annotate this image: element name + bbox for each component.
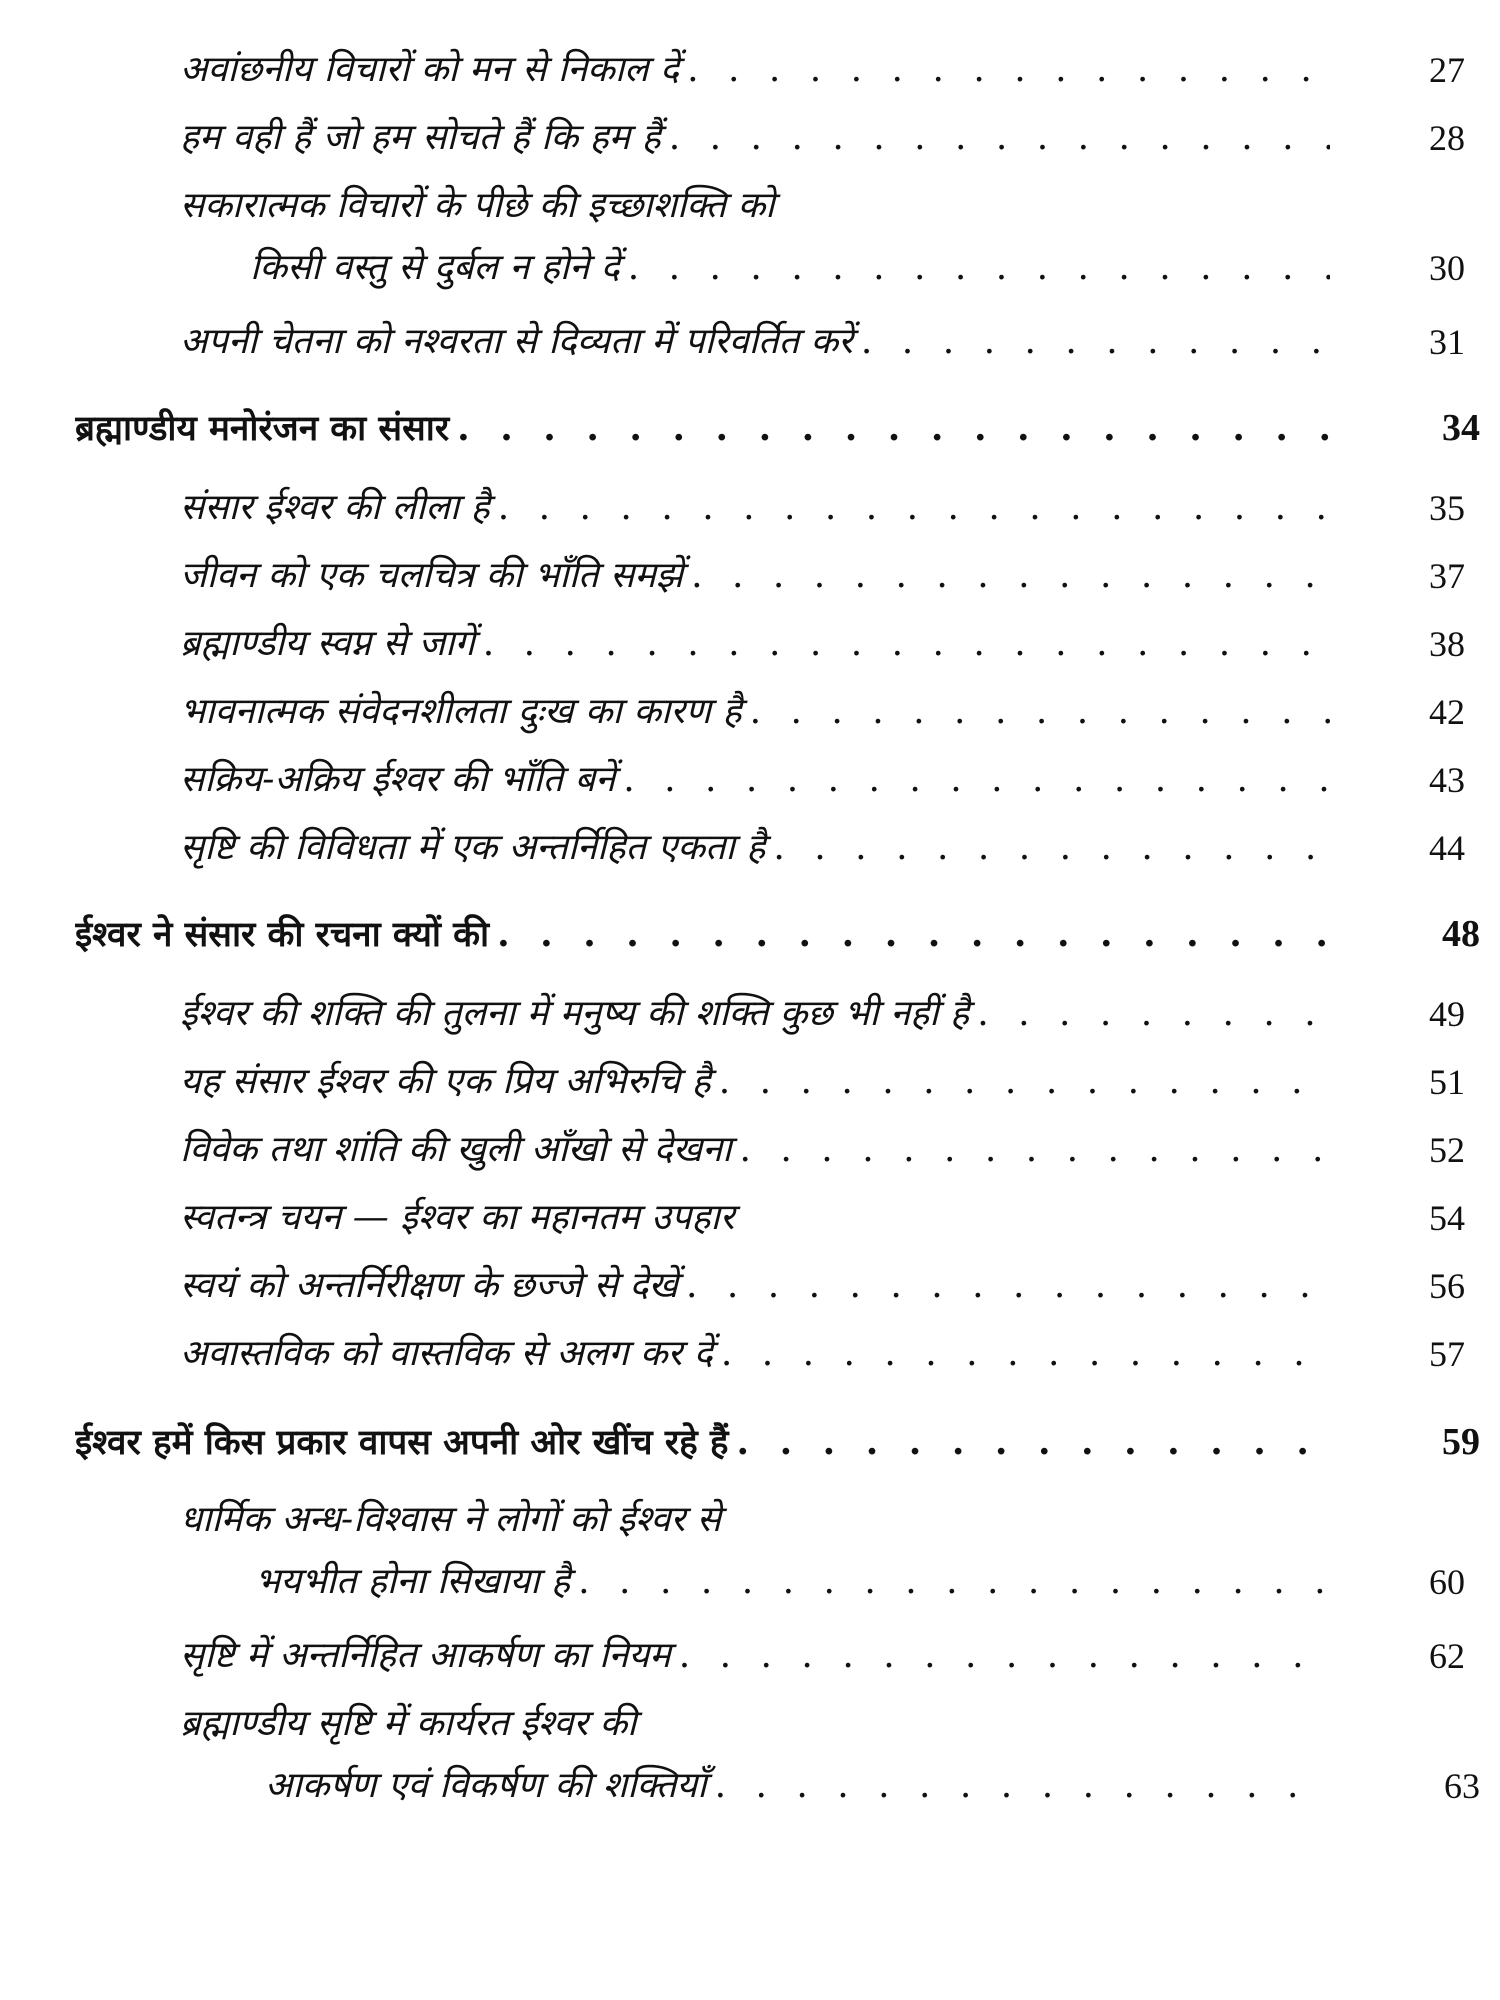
entry-title: संसार ईश्वर की लीला है bbox=[180, 487, 490, 528]
page-number: 37 bbox=[1429, 556, 1465, 596]
toc-entry bbox=[0, 312, 1500, 382]
entry-title-line-2: किसी वस्तु से दुर्बल न होने दें bbox=[250, 247, 620, 288]
leader-dots bbox=[628, 246, 1330, 290]
chapter-title: ब्रह्माण्डीय मनोरंजन का संसार bbox=[75, 409, 450, 449]
page-number: 34 bbox=[1442, 407, 1480, 449]
entry-title: अपनी चेतना को नश्वरता से दिव्यता में परिवर्तित करें bbox=[180, 321, 853, 362]
page-number: 54 bbox=[1429, 1198, 1465, 1238]
entry-title: सृष्टि की विविधता में एक अन्तर्निहित एकता है bbox=[180, 827, 766, 868]
entry-title: सक्रिय-अक्रिय ईश्वर की भाँति बनें bbox=[180, 759, 616, 800]
page-number: 57 bbox=[1429, 1334, 1465, 1374]
toc-entry bbox=[0, 1324, 1500, 1394]
toc-entry bbox=[0, 1694, 1500, 1824]
leader-dots bbox=[977, 992, 1330, 1036]
entry-title: हम वही हैं जो हम सोचते हैं कि हम हैं bbox=[180, 117, 661, 158]
toc-entry bbox=[0, 176, 1500, 306]
leader-dots bbox=[715, 1764, 1330, 1808]
entry-title: स्वयं को अन्तर्निरीक्षण के छज्जे से देखें bbox=[180, 1265, 678, 1306]
entry-title-line-1: धार्मिक अन्ध-विश्वास ने लोगों को ईश्वर से bbox=[180, 1499, 722, 1540]
toc-entry bbox=[0, 478, 1500, 548]
leader-dots bbox=[483, 622, 1330, 666]
leader-dots bbox=[679, 1634, 1330, 1678]
leader-dots bbox=[737, 1420, 1331, 1464]
page-number: 42 bbox=[1429, 692, 1465, 732]
toc-entry bbox=[0, 1120, 1500, 1190]
page-number: 43 bbox=[1429, 760, 1465, 800]
toc-entry bbox=[0, 1626, 1500, 1696]
page-number: 56 bbox=[1429, 1266, 1465, 1306]
leader-dots bbox=[578, 1560, 1330, 1604]
toc-entry bbox=[0, 750, 1500, 820]
page-number: 48 bbox=[1442, 913, 1480, 955]
leader-dots bbox=[773, 826, 1330, 870]
page-number: 38 bbox=[1429, 624, 1465, 664]
toc-entry bbox=[0, 108, 1500, 178]
entry-title: विवेक तथा शांति की खुली आँखो से देखना bbox=[180, 1129, 732, 1170]
toc-entry bbox=[0, 1256, 1500, 1326]
entry-title: भावनात्मक संवेदनशीलता दुःख का कारण है bbox=[180, 691, 742, 732]
leader-dots bbox=[623, 758, 1330, 802]
entry-title: स्वतन्त्र चयन — ईश्वर का महानतम उपहार bbox=[180, 1197, 735, 1238]
leader-dots bbox=[721, 1332, 1330, 1376]
page-number: 63 bbox=[1444, 1766, 1480, 1806]
entry-title: सृष्टि में अन्तर्निहित आकर्षण का नियम bbox=[180, 1635, 671, 1676]
toc-entry bbox=[0, 614, 1500, 684]
chapter-title: ईश्वर ने संसार की रचना क्यों की bbox=[75, 915, 490, 955]
toc-chapter bbox=[0, 398, 1500, 468]
entry-title: यह संसार ईश्वर की एक प्रिय अभिरुचि है bbox=[180, 1061, 711, 1102]
leader-dots bbox=[687, 48, 1330, 92]
toc-entry bbox=[0, 546, 1500, 616]
page-number: 49 bbox=[1429, 994, 1465, 1034]
toc-chapter bbox=[0, 904, 1500, 974]
page-number: 52 bbox=[1429, 1130, 1465, 1170]
toc-chapter bbox=[0, 1412, 1500, 1482]
leader-dots bbox=[740, 1128, 1330, 1172]
leader-dots bbox=[457, 406, 1330, 450]
page-number: 60 bbox=[1429, 1562, 1465, 1602]
entry-title-line-2: भयभीत होना सिखाया है bbox=[255, 1561, 571, 1602]
entry-title: ईश्वर की शक्ति की तुलना में मनुष्य की शक्ति कुछ भी नहीं है bbox=[180, 993, 970, 1034]
entry-title-line-2: आकर्षण एवं विकर्षण की शक्तियाँ bbox=[265, 1765, 707, 1806]
page-number: 31 bbox=[1429, 322, 1465, 362]
toc-entry bbox=[0, 818, 1500, 888]
leader-dots bbox=[686, 1264, 1330, 1308]
leader-dots bbox=[691, 554, 1330, 598]
toc-entry bbox=[0, 1052, 1500, 1122]
toc-entry bbox=[0, 984, 1500, 1054]
page-number: 27 bbox=[1429, 50, 1465, 90]
entry-title: अवास्तविक को वास्तविक से अलग कर दें bbox=[180, 1333, 713, 1374]
page-number: 51 bbox=[1429, 1062, 1465, 1102]
entry-title: जीवन को एक चलचित्र की भाँति समझें bbox=[180, 555, 684, 596]
page-number: 28 bbox=[1429, 118, 1465, 158]
chapter-title: ईश्वर हमें किस प्रकार वापस अपनी ओर खींच रहे हैं bbox=[75, 1423, 729, 1463]
toc-entry bbox=[0, 1188, 1500, 1258]
toc-entry bbox=[0, 40, 1500, 110]
leader-dots bbox=[719, 1060, 1330, 1104]
leader-dots bbox=[861, 320, 1330, 364]
page-number: 44 bbox=[1429, 828, 1465, 868]
page-number: 35 bbox=[1429, 488, 1465, 528]
leader-dots bbox=[497, 912, 1330, 956]
leader-dots bbox=[498, 486, 1330, 530]
page-number: 30 bbox=[1429, 248, 1465, 288]
toc-entry bbox=[0, 682, 1500, 752]
entry-title-line-1: सकारात्मक विचारों के पीछे की इच्छाशक्ति को bbox=[180, 185, 775, 226]
leader-dots bbox=[750, 690, 1330, 734]
entry-title: अवांछनीय विचारों को मन से निकाल दें bbox=[180, 49, 680, 90]
page-number: 59 bbox=[1442, 1421, 1480, 1463]
toc-entry bbox=[0, 1490, 1500, 1620]
entry-title: ब्रह्माण्डीय स्वप्न से जागें bbox=[180, 623, 475, 664]
leader-dots bbox=[669, 116, 1330, 160]
page-number: 62 bbox=[1429, 1636, 1465, 1676]
entry-title-line-1: ब्रह्माण्डीय सृष्टि में कार्यरत ईश्वर की bbox=[180, 1703, 637, 1744]
